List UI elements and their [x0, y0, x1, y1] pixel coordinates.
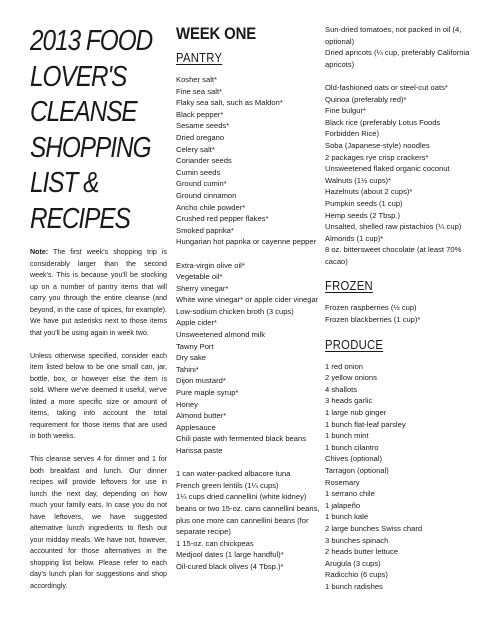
list-item: 1 bunch mint	[325, 431, 369, 441]
pantry-canned-list	[176, 468, 321, 572]
list-item: Coriander seeds	[176, 156, 232, 166]
note-paragraph: This cleanse serves 4 for dinner and 1 for both breakfast and lunch. Our dinner recipes will provide leftovers for use in lunch the next day, depending on how much your family eats. In case you do not have leftovers, we have suggested alternative lunch ingredients to flesh out your midday meals. We have not, however, accounted for those alternatives in the shopping list below. Please refer to each day's lunch plan for suggestions and shop accordingly.	[30, 455, 167, 590]
list-item: 1 bunch cilantro	[325, 442, 379, 452]
list-item: Dijon mustard*	[176, 376, 226, 386]
list-item: Radicchio (6 cups)	[325, 570, 388, 580]
produce-list	[325, 361, 473, 593]
list-item: Hemp seeds (2 Tbsp.)	[325, 210, 400, 220]
list-item: Crushed red pepper flakes*	[176, 214, 269, 224]
list-item: 3 heads garlic	[325, 396, 373, 406]
list-item: Soba (Japanese-style) noodles	[325, 140, 430, 150]
list-item: Dry sake	[176, 353, 206, 363]
list-item: Black pepper*	[176, 109, 224, 119]
pantry-dried-list	[325, 24, 473, 70]
list-item: Vegetable oil*	[176, 272, 223, 282]
list-item: Ground cumin*	[176, 179, 227, 189]
list-item: Honey	[176, 399, 198, 409]
pantry-oils-list	[176, 260, 321, 457]
list-item: Sesame seeds*	[176, 121, 230, 131]
list-item: Apple cider*	[176, 318, 217, 328]
list-item: Extra-virgin olive oil*	[176, 260, 245, 270]
list-item: Tahini*	[176, 364, 199, 374]
list-item: 8 oz. bittersweet chocolate (at least 70% cacao)	[325, 245, 462, 266]
list-item: Fine bulgur*	[325, 106, 366, 116]
intro-column	[30, 24, 167, 604]
document-title	[30, 24, 164, 237]
list-item: Unsweetened flaked organic coconut	[325, 164, 450, 174]
note-label: Note:	[30, 248, 49, 256]
list-item: 1 jalapeño	[325, 500, 361, 510]
list-item: Chives (optional)	[325, 454, 382, 464]
pantry-heading: PANTRY	[176, 51, 223, 65]
list-item: Old-fashioned oats or steel-cut oats*	[325, 82, 448, 92]
week-title: WEEK ONE	[176, 24, 257, 43]
list-item: Black rice (preferably Lotus Foods Forbidden Rice)	[325, 117, 441, 139]
list-item: French green lentils (1¼ cups)	[176, 480, 279, 490]
title-line: LIST &	[30, 167, 99, 199]
produce-heading: PRODUCE	[325, 337, 384, 352]
list-item: Pumpkin seeds (1 cup)	[325, 198, 403, 208]
list-item: Cumin seeds	[176, 167, 221, 177]
list-item: 2 yellow onions	[325, 373, 377, 383]
note-paragraph: Unless otherwise specified, consider each item listed below to be one small can, jar, bottle, box, or however else the item is sold. Where we've deemed it useful, we've listed a more specific size or amount of items, taking into account the total requirement for those items that are used in both weeks.	[30, 351, 167, 440]
list-item: Flaky sea salt, such as Maldon*	[176, 98, 283, 108]
note-text: The first week's shopping trip is considerably larger than the second week's. This is because you'll be stocking up on a number of pantry items that will carry you through the entire cleanse (and beyond, in the case of spices, for example). We have put asterisks next to those items that you'll be using again in week two.	[30, 248, 167, 337]
list-item: Almonds (1 cup)*	[325, 233, 384, 243]
list-item: Frozen raspberries (½ cup)	[325, 303, 417, 313]
frozen-heading: FROZEN	[325, 279, 373, 294]
list-item: Pure maple syrup*	[176, 388, 239, 398]
list-item: Medjool dates (1 large handful)*	[176, 550, 284, 560]
grocery-column	[325, 24, 473, 593]
title-line: RECIPES	[30, 202, 130, 235]
list-item: Hungarian hot paprika or cayenne pepper	[176, 237, 317, 247]
list-item: 2 large bunches Swiss chard	[325, 523, 423, 533]
list-item: Rosemary	[325, 477, 360, 487]
list-item: 2 heads butter lettuce	[325, 547, 399, 557]
list-item: 2 packages rye crisp crackers*	[325, 152, 429, 162]
list-item: White wine vinegar* or apple cider vinegar	[176, 295, 319, 305]
list-item: Unsalted, shelled raw pistachios (¼ cup)	[325, 222, 462, 232]
list-item: Fine sea salt*	[176, 86, 223, 96]
list-item: Almond butter*	[176, 411, 227, 421]
list-item: Unsweetened almond milk	[176, 330, 266, 340]
list-item: Arugula (3 cups)	[325, 558, 381, 568]
list-item: Oil-cured black olives (4 Tbsp.)*	[176, 561, 284, 571]
list-item: 4 shallots	[325, 384, 358, 394]
list-item: Applesauce	[176, 422, 216, 432]
list-item: Frozen blackberries (1 cup)*	[325, 315, 421, 325]
list-item: Hazelnuts (about 2 cups)*	[325, 187, 413, 197]
list-item: 1 serrano chile	[325, 489, 375, 499]
pantry-column	[176, 24, 321, 573]
list-item: 1¼ cups dried cannellini (white kidney) beans or two 15-oz. cans cannellini beans, plus one more can cannellini beans (for separate recipe)	[176, 492, 320, 537]
list-item: 1 large nub ginger	[325, 408, 387, 418]
list-item: Quinoa (preferably red)*	[325, 94, 407, 104]
list-item: Chili paste with fermented black beans	[176, 434, 307, 444]
list-item: Dried oregano	[176, 132, 225, 142]
list-item: Low-sodium chicken broth (3 cups)	[176, 306, 294, 316]
list-item: Harissa paste	[176, 446, 223, 455]
note-block	[30, 247, 167, 592]
list-item: Ancho chile powder*	[176, 202, 246, 212]
list-item: Celery salt*	[176, 144, 215, 154]
title-line: 2013 FOOD	[30, 25, 153, 57]
list-item: 1 can water-packed albacore tuna	[176, 469, 291, 479]
list-item: Dried apricots (¼ cup, preferably California apricots)	[325, 48, 470, 69]
list-item: Walnuts (1½ cups)*	[325, 175, 391, 185]
pantry-grains-list	[325, 82, 473, 268]
list-item: Tawny Port	[176, 341, 214, 351]
list-item: Smoked paprika*	[176, 225, 234, 235]
list-item: 1 15-oz. can chickpeas	[176, 538, 254, 548]
list-item: 3 bunches spinach	[325, 535, 389, 545]
pantry-spices-list	[176, 74, 321, 248]
frozen-list	[325, 302, 473, 325]
list-item: Sherry vinegar*	[176, 283, 229, 293]
list-item: 1 bunch flat-leaf parsley	[325, 419, 406, 429]
list-item: 1 bunch radishes	[325, 581, 383, 591]
title-line: CLEANSE	[30, 96, 137, 128]
list-item: Sun-dried tomatoes, not packed in oil (4, optional)	[325, 25, 462, 46]
list-item: Kosher salt*	[176, 75, 217, 84]
list-item: Ground cinnamon	[176, 190, 237, 200]
note-paragraph	[30, 247, 167, 339]
list-item: 1 red onion	[325, 361, 363, 371]
list-item: Tarragon (optional)	[325, 466, 389, 475]
title-line: SHOPPING	[30, 131, 151, 164]
title-line: LOVER'S	[30, 60, 127, 93]
list-item: 1 bunch kale	[325, 512, 369, 522]
